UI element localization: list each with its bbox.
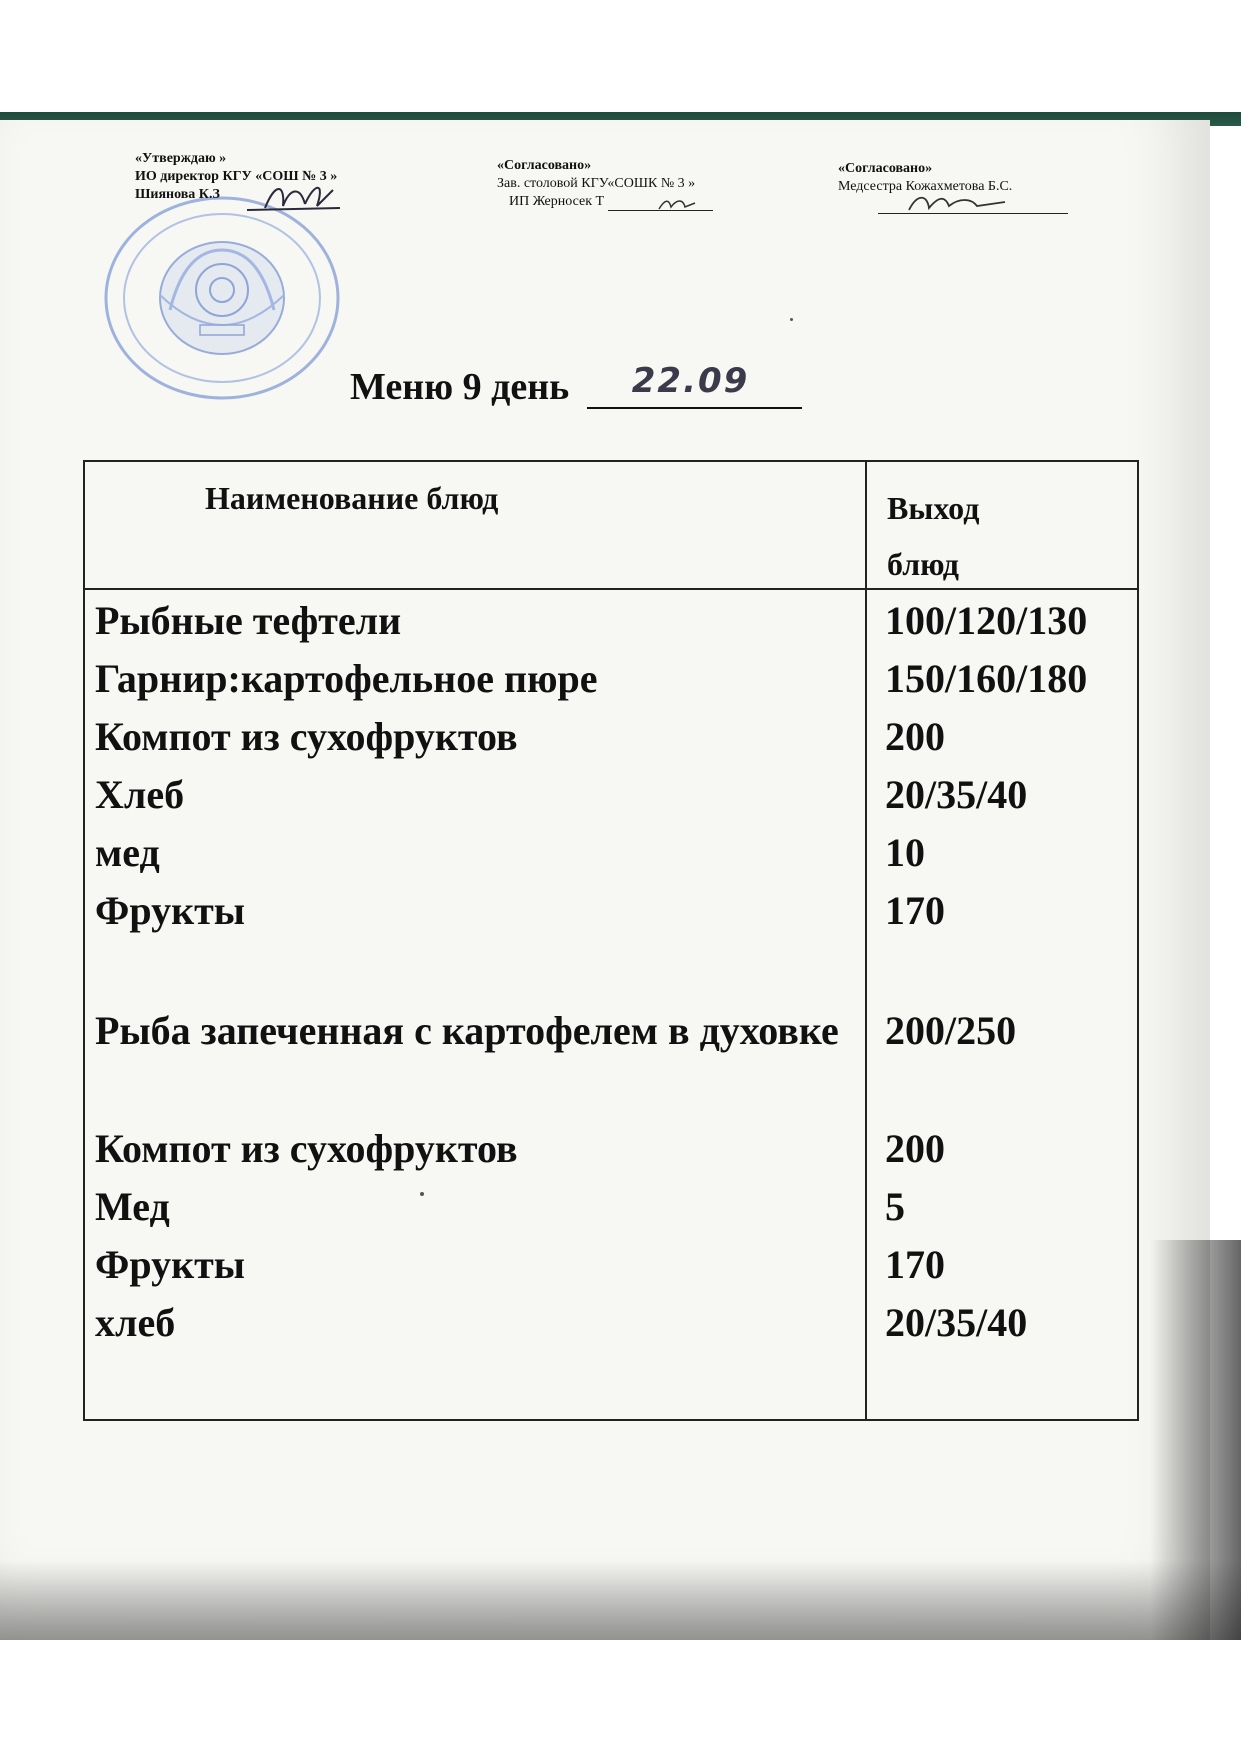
dish-name: Рыбные тефтели [95, 598, 402, 643]
paper-speck [790, 318, 793, 321]
dish-name: Фрукты [95, 888, 245, 933]
approval-canteen-name: ИП Жерносек Т [509, 194, 605, 209]
dish-yield: 150/160/180 [885, 656, 1088, 701]
dish-name: Мед [95, 1184, 170, 1229]
header-yield [887, 480, 1107, 592]
approval-director-name: Шиянова К.З [135, 187, 220, 202]
dish-name: Рыба запеченная с картофелем в духовке [95, 1008, 839, 1053]
column-divider [865, 462, 867, 1419]
dish-name: Фрукты [95, 1242, 245, 1287]
dish-yield: 5 [885, 1184, 905, 1229]
dish-yield: 170 [885, 1242, 945, 1287]
approval-director-title: «Утверждаю » [135, 151, 227, 166]
dish-name: Компот из сухофруктов [95, 1126, 518, 1171]
dish-yield: 200 [885, 1126, 945, 1171]
approval-nurse-position: Медсестра Кожахметова Б.С. [838, 179, 1013, 194]
dish-yield: 10 [885, 830, 925, 875]
date-field [587, 361, 802, 409]
approval-canteen-title: «Согласовано» [497, 158, 592, 173]
approval-canteen-position: Зав. столовой КГУ«СОШК № 3 » [497, 176, 696, 191]
dish-name: Гарнир:картофельное пюре [95, 656, 598, 701]
nurse-signature [905, 188, 1015, 218]
header-yield-line1: Выход [887, 490, 980, 526]
approval-nurse-title: «Согласовано» [838, 161, 933, 176]
handwritten-date: 22.09 [631, 361, 750, 401]
dish-name: хлеб [95, 1300, 176, 1345]
dish-yield: 20/35/40 [885, 772, 1028, 817]
dish-name: Компот из сухофруктов [95, 714, 518, 759]
menu-table [83, 460, 1139, 1421]
header-dish-name: Наименование блюд [205, 480, 499, 516]
paper-speck [420, 1192, 424, 1196]
dish-yield: 200/250 [885, 1008, 1017, 1053]
photo-shadow-bottom [0, 1560, 1241, 1640]
dish-name: Хлеб [95, 772, 185, 817]
director-signature [245, 178, 345, 225]
approval-director-position: ИО директор КГУ «СОШ № 3 » [135, 169, 338, 184]
dish-yield: 200 [885, 714, 945, 759]
dish-yield: 100/120/130 [885, 598, 1088, 643]
dish-yield: 20/35/40 [885, 1300, 1028, 1345]
header-yield-line2: блюд [887, 546, 959, 582]
menu-title-row [350, 361, 802, 409]
menu-title: Меню 9 день [350, 366, 570, 408]
canteen-signature [655, 195, 715, 215]
dish-yield: 170 [885, 888, 945, 933]
dish-name: мед [95, 830, 160, 875]
